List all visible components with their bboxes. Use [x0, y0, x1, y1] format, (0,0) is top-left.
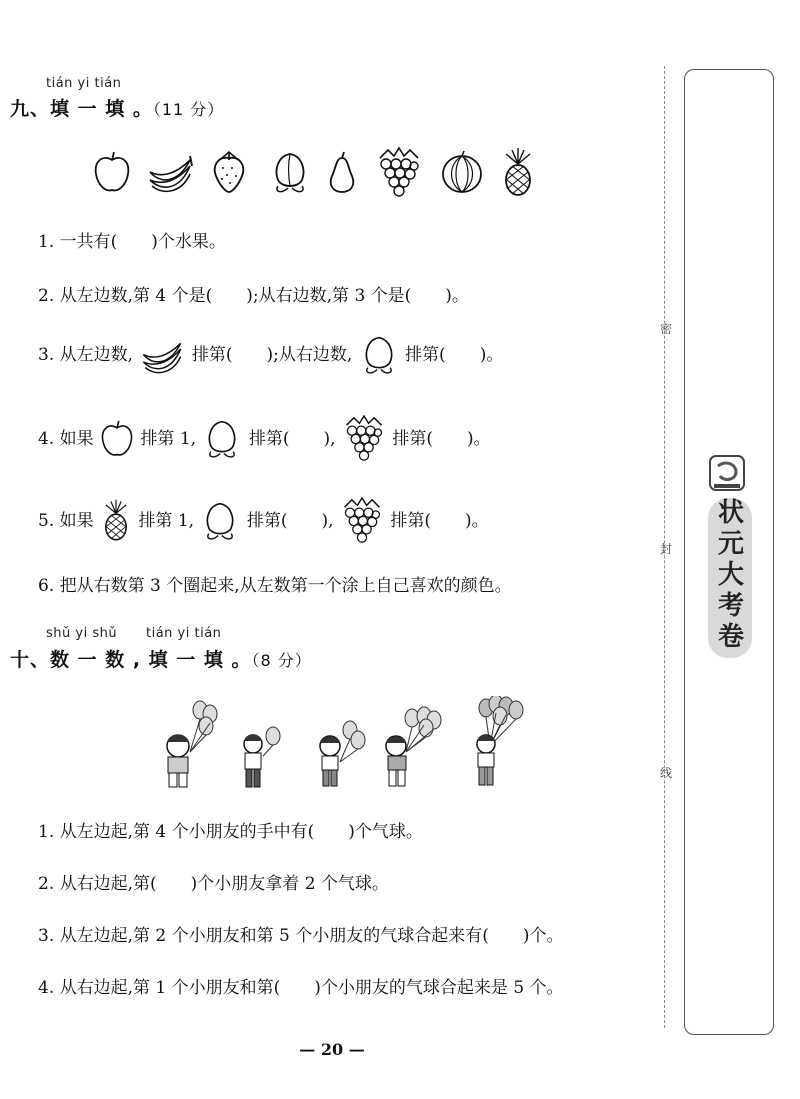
s9-q5-part-d: 排第( )。 — [390, 511, 489, 531]
kid-3 — [320, 721, 365, 786]
kid-2 — [244, 727, 280, 787]
page-number: — 20 — — [299, 1040, 365, 1059]
seal-char-mi: 密 — [660, 322, 673, 336]
s9-q3-part-a: 3. 从左边数, — [38, 345, 134, 365]
section9-title — [10, 94, 224, 121]
s10-question-4: 4. 从右边起,第 1 个小朋友和第( )个小朋友的气球合起来是 5 个。 — [38, 978, 564, 998]
peach-icon — [201, 418, 243, 460]
section10-title-text: 十、数 一 数 , 填 一 填 。 — [10, 649, 252, 671]
seal-char-xian: 线 — [660, 766, 673, 780]
s9-q4-part-c: 排第( ), — [248, 429, 336, 449]
s9-q5-part-a: 5. 如果 — [38, 511, 94, 531]
s9-q3-part-b: 排第( );从右边数, — [191, 345, 353, 365]
s9-question-5 — [38, 496, 489, 546]
grape-icon — [339, 496, 385, 546]
section9-title-text: 九、填 一 填 。 — [10, 98, 153, 120]
apple-icon — [99, 419, 135, 459]
s9-q5-part-b: 排第 1, — [138, 511, 195, 531]
section10-title — [10, 645, 312, 672]
banana-icon — [138, 334, 186, 376]
s9-q3-part-c: 排第( )。 — [405, 345, 504, 365]
section10-pinyin-2: tián yi tián — [146, 626, 222, 641]
strawberry-icon — [210, 150, 248, 195]
s10-question-1: 1. 从左边起,第 4 个小朋友的手中有( )个气球。 — [38, 822, 423, 842]
kid-1 — [167, 701, 217, 787]
s9-q4-part-a: 4. 如果 — [38, 429, 94, 449]
s9-question-6: 6. 把从右数第 3 个圈起来,从左数第一个涂上自己喜欢的颜色。 — [38, 576, 512, 596]
s9-question-2: 2. 从左边数,第 4 个是( );从右边数,第 3 个是( )。 — [38, 286, 469, 306]
banana-icon — [146, 150, 194, 195]
pineapple-icon — [498, 148, 538, 198]
s9-q4-part-d: 排第( )。 — [392, 429, 491, 449]
watermelon-icon — [440, 150, 484, 195]
section9-pinyin: tián yi tián — [46, 76, 122, 91]
kids-illustration — [150, 696, 530, 796]
section10-points: （8 分） — [251, 651, 312, 670]
s10-question-3: 3. 从左边起,第 2 个小朋友和第 5 个小朋友的气球合起来有( )个。 — [38, 926, 564, 946]
s9-q4-part-b: 排第 1, — [140, 429, 197, 449]
apple-icon — [92, 150, 132, 195]
pineapple-icon — [99, 498, 133, 544]
brand-name: 状元大考卷 — [717, 498, 744, 652]
s10-question-2: 2. 从右边起,第( )个小朋友拿着 2 个气球。 — [38, 874, 389, 894]
peach-icon — [358, 334, 400, 376]
kid-4 — [386, 707, 441, 786]
s9-question-3 — [38, 334, 503, 376]
grape-icon — [341, 414, 387, 464]
peach-icon — [268, 150, 312, 195]
brand-logo-icon — [708, 454, 748, 494]
s9-question-4 — [38, 414, 491, 464]
pear-icon — [326, 150, 358, 195]
kid-5 — [477, 696, 523, 785]
seal-char-feng: 封 — [660, 542, 673, 556]
section9-points: （11 分） — [152, 100, 225, 119]
peach-icon — [199, 500, 241, 542]
s9-q5-part-c: 排第( ), — [246, 511, 334, 531]
grape-icon — [374, 146, 424, 200]
section10-pinyin-1: shǔ yi shǔ — [46, 626, 118, 641]
s9-question-1: 1. 一共有( )个水果。 — [38, 232, 226, 252]
